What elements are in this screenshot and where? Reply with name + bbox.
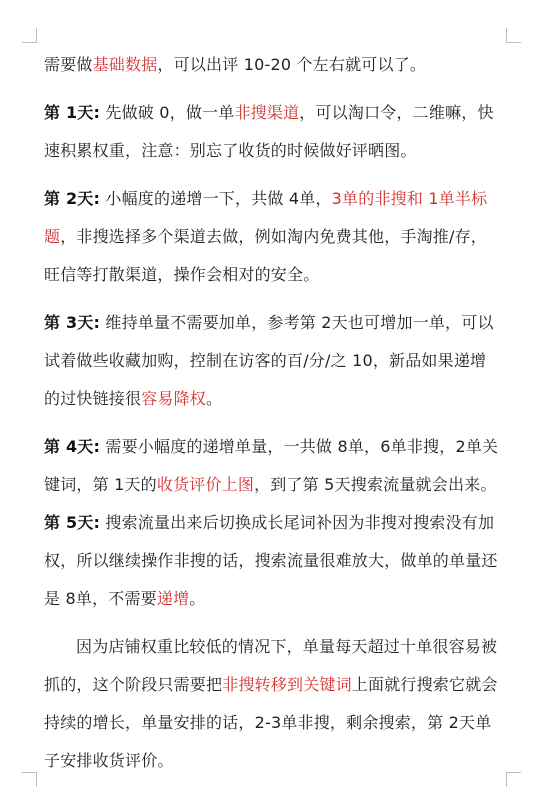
highlighted-text: 非搜渠道 xyxy=(234,103,300,122)
highlighted-text: 3单的非搜和 1单半标题 xyxy=(44,189,488,246)
highlighted-text: 递增 xyxy=(156,589,190,608)
paragraph-2 xyxy=(44,94,500,170)
body-text: 维持单量不需要加单，参考第 2天也可增加一单，可以试着做些收藏加购，控制在访客的百/分/之 10，新品如果递增的过快链接很 xyxy=(44,313,494,408)
highlighted-text: 收货评价上图 xyxy=(156,475,255,494)
paragraph-5 xyxy=(44,428,500,618)
body-text: ，到了第 5天搜索流量就会出来。 xyxy=(254,475,497,494)
body-text: 需要小幅度的递增单量，一共做 8单，6单非搜，2单关键词，第 1天的 xyxy=(44,437,499,494)
body-text: 因为店铺权重比较低的情况下，单量每天超过十单很容易被抓的，这个阶段只需要把 xyxy=(44,637,498,694)
body-text: ，可以出评 10-20 个左右就可以了。 xyxy=(157,55,427,74)
paragraph-3 xyxy=(44,180,500,294)
body-text: 先做破 0，做一单 xyxy=(100,103,235,122)
body-text: 上面就行搜索它就会持续的增长，单量安排的话，2-3单非搜，剩余搜索，第 2天单子安排收货评价。 xyxy=(44,675,498,770)
highlighted-text: 容易降权 xyxy=(141,389,207,408)
highlighted-text: 非搜转移到关键词 xyxy=(222,675,352,694)
day-heading: 第 1天: xyxy=(44,103,101,122)
page-corner-mark-top-left xyxy=(22,28,37,43)
paragraph-6 xyxy=(44,628,500,780)
paragraph-4 xyxy=(44,304,500,418)
page-corner-mark-bottom-left xyxy=(22,772,37,787)
body-text: 搜索流量出来后切换成长尾词补因为非搜对搜索没有加权，所以继续操作非搜的话，搜索流量很难放大，做单的单量还是 8单，不需要 xyxy=(44,513,498,608)
highlighted-text: 基础数据 xyxy=(92,55,158,74)
body-text: ，非搜选择多个渠道去做，例如淘内免费其他，手淘推/存，旺信等打散渠道，操作会相对的安全。 xyxy=(44,227,487,284)
day-heading: 第 3天: xyxy=(44,313,101,332)
day-heading: 第 2天: xyxy=(44,189,101,208)
day-heading: 第 5天: xyxy=(44,513,101,532)
paragraph-1 xyxy=(44,46,500,84)
document-body xyxy=(44,46,500,790)
body-text: 需要做 xyxy=(44,55,93,74)
body-text: 。 xyxy=(206,389,223,408)
page-corner-mark-top-right xyxy=(506,28,521,43)
body-text: ，可以淘口令，二维嘛，快速积累权重，注意：别忘了收货的时候做好评晒图。 xyxy=(44,103,494,160)
day-heading: 第 4天: xyxy=(44,437,101,456)
page-corner-mark-bottom-right xyxy=(506,772,521,787)
body-text: 小幅度的递增一下，共做 4单， xyxy=(100,189,332,208)
body-text: 。 xyxy=(189,589,206,608)
